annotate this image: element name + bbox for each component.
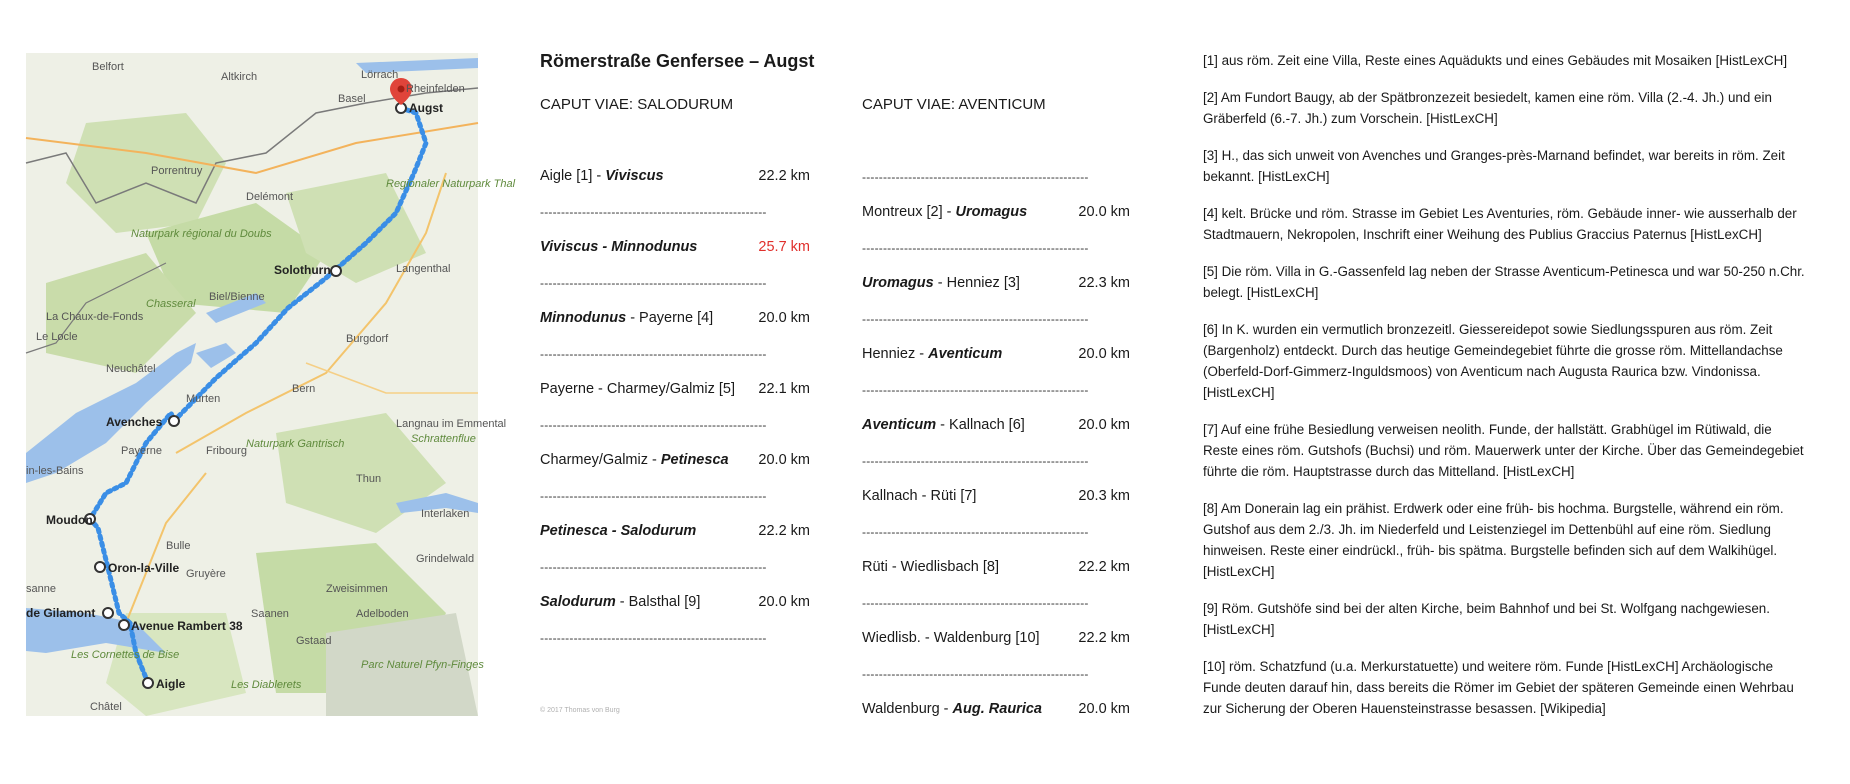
separator: ------------------------------------------------------ — [540, 276, 767, 290]
segment-distance: 22.1 km — [758, 381, 810, 397]
route-segment: Rüti - Wiedlisbach [8] — [862, 559, 999, 575]
route-segment: Minnodunus - Payerne [4] — [540, 310, 714, 326]
separator: ------------------------------------------------------ — [862, 170, 1089, 184]
copyright-note: © 2017 Thomas von Burg — [540, 707, 620, 714]
route-segment: Henniez - Aventicum — [862, 346, 1003, 362]
map-label: Châtel — [90, 701, 122, 713]
map-label: Grindelwald — [416, 553, 475, 565]
map-label: Naturpark Gantrisch — [246, 438, 345, 450]
map-label: Basel — [338, 93, 366, 105]
segment-distance: 20.0 km — [1078, 204, 1130, 220]
map-label: Oron-la-Ville — [108, 561, 180, 575]
map-label: sanne — [26, 583, 56, 595]
route-map[interactable] — [26, 53, 516, 716]
map-label: Adelboden — [356, 608, 409, 620]
route-segment: Kallnach - Rüti [7] — [862, 488, 977, 504]
map-label: Avenue Rambert 38 — [131, 619, 243, 633]
separator: ------------------------------------------------------ — [862, 525, 1089, 539]
map-label: Solothurn — [274, 263, 331, 277]
map-label: Moudon — [46, 513, 93, 527]
map-label: Zweisimmen — [326, 583, 388, 595]
map-label: Naturpark régional du Doubs — [131, 228, 272, 240]
separator: ------------------------------------------------------ — [862, 596, 1089, 610]
map-label: Altkirch — [221, 71, 258, 83]
segment-distance: 20.3 km — [1078, 488, 1130, 504]
footnote-3: [3] H., das sich unweit von Avenches und Granges-près-Marnand befindet, war bereits in röm. Zeit bekannt. [HistLexCH] — [1203, 148, 1785, 184]
route-segment: Aventicum - Kallnach [6] — [862, 417, 1025, 433]
map-label: Biel/Bienne — [209, 291, 265, 303]
footnote-9: [9] Röm. Gutshöfe sind bei der alten Kirche, beim Bahnhof und bei St. Wolfgang nachgewiesen. [HistLexCH] — [1203, 601, 1770, 637]
map-label: Schrattenflue — [411, 433, 476, 445]
segment-distance: 20.0 km — [1078, 701, 1130, 717]
map-label: Bulle — [166, 540, 191, 552]
route-segment: Salodurum - Balsthal [9] — [540, 594, 701, 610]
route-segment: Aigle [1] - Viviscus — [540, 168, 664, 184]
footnote-2: [2] Am Fundort Baugy, ab der Spätbronzezeit besiedelt, kamen eine röm. Villa (2.-4. Jh.) und ein Gräberfeld (6.-7. Jh.) zum Vorschein. [HistLexCH] — [1203, 90, 1772, 126]
map-label: Gstaad — [296, 635, 332, 647]
segment-distance: 20.0 km — [1078, 417, 1130, 433]
map-label: Porrentruy — [151, 165, 203, 177]
separator: ------------------------------------------------------ — [540, 631, 767, 645]
map-label: Belfort — [92, 61, 124, 73]
map-label: Murten — [186, 393, 221, 405]
segment-distance: 22.2 km — [1078, 559, 1130, 575]
segment-distance: 25.7 km — [758, 239, 810, 255]
separator: ------------------------------------------------------ — [862, 383, 1089, 397]
map-label: Le Locle — [36, 331, 78, 343]
separator: ------------------------------------------------------ — [862, 667, 1089, 681]
segment-distance: 22.2 km — [758, 523, 810, 539]
separator: ------------------------------------------------------ — [540, 560, 767, 574]
map-label: Parc Naturel Pfyn-Finges — [361, 659, 484, 671]
separator: ------------------------------------------------------ — [540, 347, 767, 361]
map-label: Augst — [409, 101, 443, 115]
separator: ------------------------------------------------------ — [862, 312, 1089, 326]
separator: ------------------------------------------------------ — [862, 454, 1089, 468]
segment-distance: 22.2 km — [758, 168, 810, 184]
map-label: Burgdorf — [346, 333, 389, 345]
map-label: Fribourg — [206, 445, 247, 457]
map-label: Gruyère — [186, 568, 226, 580]
separator: ------------------------------------------------------ — [862, 241, 1089, 255]
map-label: Aigle — [156, 677, 186, 691]
map-label: Payerne — [121, 445, 162, 457]
separator: ------------------------------------------------------ — [540, 489, 767, 503]
segment-distance: 22.2 km — [1078, 630, 1130, 646]
column-heading-salodurum: CAPUT VIAE: SALODURUM — [540, 96, 734, 113]
footnote-5: [5] Die röm. Villa in G.-Gassenfeld lag neben der Strasse Aventicum-Petinesca und war 50-250 n.Chr. belegt. [HistLexCH] — [1203, 264, 1805, 300]
map-label: La Chaux-de-Fonds — [46, 311, 144, 323]
map-label: Les Cornettes de Bise — [71, 649, 180, 661]
map-label: Chasseral — [146, 298, 196, 310]
map-label: Neuchâtel — [106, 363, 156, 375]
map-label: Langenthal — [396, 263, 451, 275]
map-label: Thun — [356, 473, 382, 485]
map-label: Rheinfelden — [406, 83, 465, 95]
map-label: Bern — [292, 383, 316, 395]
map-label: Saanen — [251, 608, 289, 620]
route-segment: Viviscus - Minnodunus — [540, 239, 698, 255]
separator: ------------------------------------------------------ — [540, 205, 767, 219]
route-segment: Wiedlisb. - Waldenburg [10] — [862, 630, 1040, 646]
map-label: in-les-Bains — [26, 465, 84, 477]
segment-distance: 20.0 km — [758, 594, 810, 610]
map-label: de Gilamont — [26, 606, 96, 620]
route-segment: Charmey/Galmiz - Petinesca — [540, 452, 729, 468]
route-segment: Montreux [2] - Uromagus — [862, 204, 1028, 220]
map-label: Langnau im Emmental — [396, 418, 507, 430]
route-segment: Petinesca - Salodurum — [540, 523, 697, 539]
segment-distance: 20.0 km — [758, 310, 810, 326]
segment-distance: 22.3 km — [1078, 275, 1130, 291]
footnote-1: [1] aus röm. Zeit eine Villa, Reste eines Aquädukts und eines Gebäudes mit Mosaiken [HistLexCH] — [1203, 53, 1788, 68]
footnote-6: [6] In K. wurden ein vermutlich bronzezeitl. Giessereidepot sowie Siedlungsspuren aus röm. Zeit (Bargenholz) entdeckt. Durch das heutige Gemeindegebiet führte die grosse röm. Mittellandachse (Oberfeld-Dorf-Gimmerz-Inguldsmoos) von Aventicum nach Augusta Raurica bzw. Vindonissa. [HistLexCH] — [1203, 322, 1783, 400]
route-segment: Waldenburg - Aug. Raurica — [862, 701, 1042, 717]
route-segment: Payerne - Charmey/Galmiz [5] — [540, 381, 736, 397]
map-label: Les Diablerets — [231, 679, 302, 691]
footnote-8: [8] Am Donerain lag ein prähist. Erdwerk oder eine früh- bis hochma. Burgstelle, während ein röm. Gutshof aus dem 2./3. Jh. im Niederfeld und Leistenziegel im Dettenbühl auf eine röm. Siedlung hinweisen. Reste einer eindrückl., früh- bis spätma. Burgstelle befinden sich auf dem Walkihügel. [HistLexCH] — [1203, 501, 1784, 579]
map-label: Avenches — [106, 415, 163, 429]
segment-distance: 20.0 km — [758, 452, 810, 468]
column-heading-aventicum: CAPUT VIAE: AVENTICUM — [862, 96, 1046, 113]
footnote-7: [7] Auf eine frühe Besiedlung verweisen neolith. Funde, der hallstätt. Grabhügel im Rütiwald, die Reste eines röm. Gutshofs (Buchsi) und röm. Mauerwerk unter der Kirche. Über das Gemeindegebiet führte die röm. Hauptstrasse durch das Mittelland. [HistLexCH] — [1203, 422, 1804, 479]
map-label: Regionaler Naturpark Thal — [386, 178, 516, 190]
map-label: Lörrach — [361, 69, 399, 81]
page-title: Römerstraße Genfersee – Augst — [540, 51, 815, 71]
route-segment: Uromagus - Henniez [3] — [862, 275, 1020, 291]
map-label: Interlaken — [421, 508, 470, 520]
segment-distance: 20.0 km — [1078, 346, 1130, 362]
separator: ------------------------------------------------------ — [540, 418, 767, 432]
footnote-4: [4] kelt. Brücke und röm. Strasse im Gebiet Les Aventuries, röm. Gebäude inner- wie ausserhalb der Stadtmauern, Nekropolen, Inschrift einer Weihung des Publius Graccius Paternus [HistLexCH] — [1203, 206, 1797, 242]
map-label: Delémont — [246, 191, 294, 203]
footnote-10: [10] röm. Schatzfund (u.a. Merkurstatuette) und weitere röm. Funde [HistLexCH] Archäologische Funde deuten darauf hin, dass bereits die Römer im Gebiet der späteren Gemeinde einen Wehrbau zur Sicherung der Oberen Hauensteinstrasse besassen. [Wikipedia] — [1203, 659, 1794, 716]
